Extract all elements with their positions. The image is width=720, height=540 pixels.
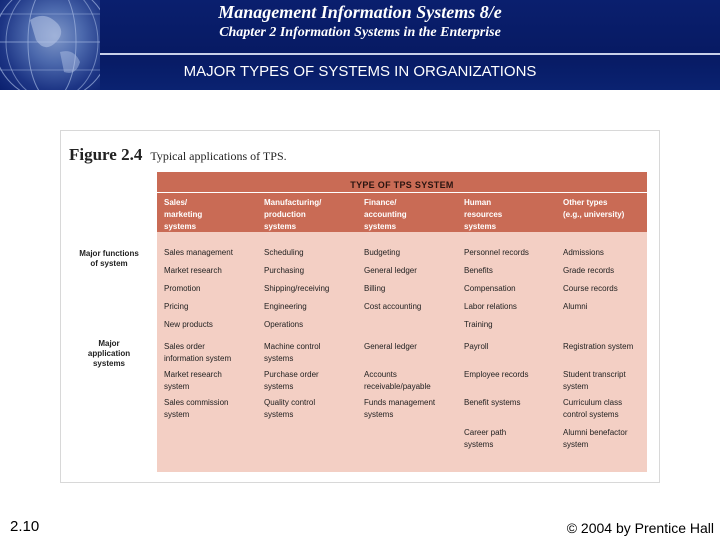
column-header	[364, 197, 460, 233]
application-cell-line: Sales order	[164, 342, 205, 351]
application-cell	[464, 397, 560, 409]
column-header-line: resources	[464, 210, 503, 219]
header-divider	[100, 53, 720, 55]
function-cell: New products	[164, 320, 213, 329]
figure-panel	[60, 130, 660, 483]
column-header	[264, 197, 360, 233]
application-cell-line: receivable/payable	[364, 382, 431, 391]
function-cell: Labor relations	[464, 302, 517, 311]
function-cell: Admissions	[563, 248, 604, 257]
function-cell: Budgeting	[364, 248, 401, 257]
figure-title: Typical applications of TPS.	[150, 149, 287, 163]
application-cell	[464, 341, 560, 353]
column-header-line: systems	[164, 222, 197, 231]
application-cell-line: Student transcript	[563, 370, 626, 379]
figure-caption	[69, 145, 287, 165]
application-cell-line: Employee records	[464, 370, 529, 379]
function-cell: Grade records	[563, 266, 615, 275]
column-header-line: Finance/	[364, 198, 397, 207]
chapter-title: Chapter 2 Information Systems in the Enterprise	[219, 25, 501, 40]
application-cell	[464, 427, 560, 451]
function-cell: Promotion	[164, 284, 201, 293]
tps-table	[157, 172, 647, 472]
function-cell: Operations	[264, 320, 304, 329]
function-cell: Training	[464, 320, 493, 329]
column-header-line: systems	[364, 222, 397, 231]
application-cell	[264, 369, 360, 393]
application-cell	[364, 369, 460, 393]
slide-title: Management Information Systems 8/e	[218, 2, 502, 22]
application-cell	[563, 341, 659, 353]
application-cell-line: Alumni benefactor	[563, 428, 628, 437]
application-cell	[563, 397, 659, 421]
application-cell-line: system	[563, 440, 589, 449]
application-cell	[264, 341, 360, 365]
application-cell	[563, 427, 659, 451]
application-cell-line: Registration system	[563, 342, 634, 351]
function-cell: Personnel records	[464, 248, 529, 257]
application-cell-line: systems	[264, 354, 294, 363]
column-header-line: production	[264, 210, 306, 219]
application-cell-line: system	[164, 410, 190, 419]
function-cell: Scheduling	[264, 248, 304, 257]
application-cell-line: systems	[264, 410, 294, 419]
application-cell	[264, 397, 360, 421]
application-cell-line: system	[164, 382, 190, 391]
application-cell	[164, 341, 260, 365]
function-cell: Market research	[164, 266, 222, 275]
application-cell-line: Purchase order	[264, 370, 319, 379]
application-cell-line: Career path	[464, 428, 507, 437]
function-cell: Purchasing	[264, 266, 305, 275]
application-cell-line: Market research	[164, 370, 222, 379]
column-header	[563, 197, 659, 221]
function-cell: Engineering	[264, 302, 307, 311]
globe-icon	[0, 0, 100, 90]
application-cell-line: systems	[264, 382, 294, 391]
application-cell-line: Payroll	[464, 342, 489, 351]
column-header	[464, 197, 560, 233]
function-cell: Compensation	[464, 284, 516, 293]
column-header-line: accounting	[364, 210, 407, 219]
row-label-line: systems	[92, 359, 126, 368]
slide-number: 2.10	[10, 518, 40, 535]
function-cell: Billing	[364, 284, 386, 293]
figure-number: Figure 2.4	[69, 145, 143, 164]
column-header-line: systems	[464, 222, 497, 231]
application-cell-line: control systems	[563, 410, 619, 419]
function-cell: Benefits	[464, 266, 493, 275]
function-cell: Pricing	[164, 302, 189, 311]
row-label-line: Major	[98, 339, 120, 348]
column-header-line: Manufacturing/	[264, 198, 322, 207]
application-cell-line: Sales commission	[164, 398, 229, 407]
function-cell: Course records	[563, 284, 618, 293]
row-label-applications	[67, 339, 151, 369]
column-header-line: Human	[464, 198, 492, 207]
function-cell: General ledger	[364, 266, 417, 275]
column-header-line: (e.g., university)	[563, 210, 625, 219]
function-cell: Sales management	[164, 248, 233, 257]
application-cell	[563, 369, 659, 393]
column-header	[164, 197, 260, 233]
application-cell	[164, 369, 260, 393]
column-header-line: marketing	[164, 210, 203, 219]
function-cell: Shipping/receiving	[264, 284, 330, 293]
section-heading: MAJOR TYPES OF SYSTEMS IN ORGANIZATIONS	[183, 63, 537, 80]
function-cell: Alumni	[563, 302, 588, 311]
copyright-notice: © 2004 by Prentice Hall	[566, 520, 714, 536]
application-cell	[464, 369, 560, 381]
application-cell-line: systems	[464, 440, 494, 449]
row-label-line: of system	[90, 259, 128, 268]
table-title: TYPE OF TPS SYSTEM	[350, 180, 454, 190]
application-cell	[364, 397, 460, 421]
application-cell-line: Accounts	[364, 370, 397, 379]
application-cell-line: systems	[364, 410, 394, 419]
application-cell-line: General ledger	[364, 342, 417, 351]
table-header-divider	[157, 192, 647, 193]
column-header-line: systems	[264, 222, 297, 231]
row-label-functions	[67, 249, 151, 269]
application-cell-line: Quality control	[264, 398, 316, 407]
application-cell-line: system	[563, 382, 589, 391]
column-header-line: Sales/	[164, 198, 188, 207]
column-header-line: Other types	[563, 198, 608, 207]
application-cell-line: Benefit systems	[464, 398, 521, 407]
header-band	[0, 0, 720, 90]
row-label-line: application	[87, 349, 131, 358]
function-cell: Cost accounting	[364, 302, 422, 311]
row-label-line: Major functions	[79, 249, 139, 258]
application-cell	[164, 397, 260, 421]
application-cell	[364, 341, 460, 353]
application-cell-line: Curriculum class	[563, 398, 623, 407]
application-cell-line: Funds management	[364, 398, 436, 407]
application-cell-line: Machine control	[264, 342, 321, 351]
application-cell-line: information system	[164, 354, 232, 363]
